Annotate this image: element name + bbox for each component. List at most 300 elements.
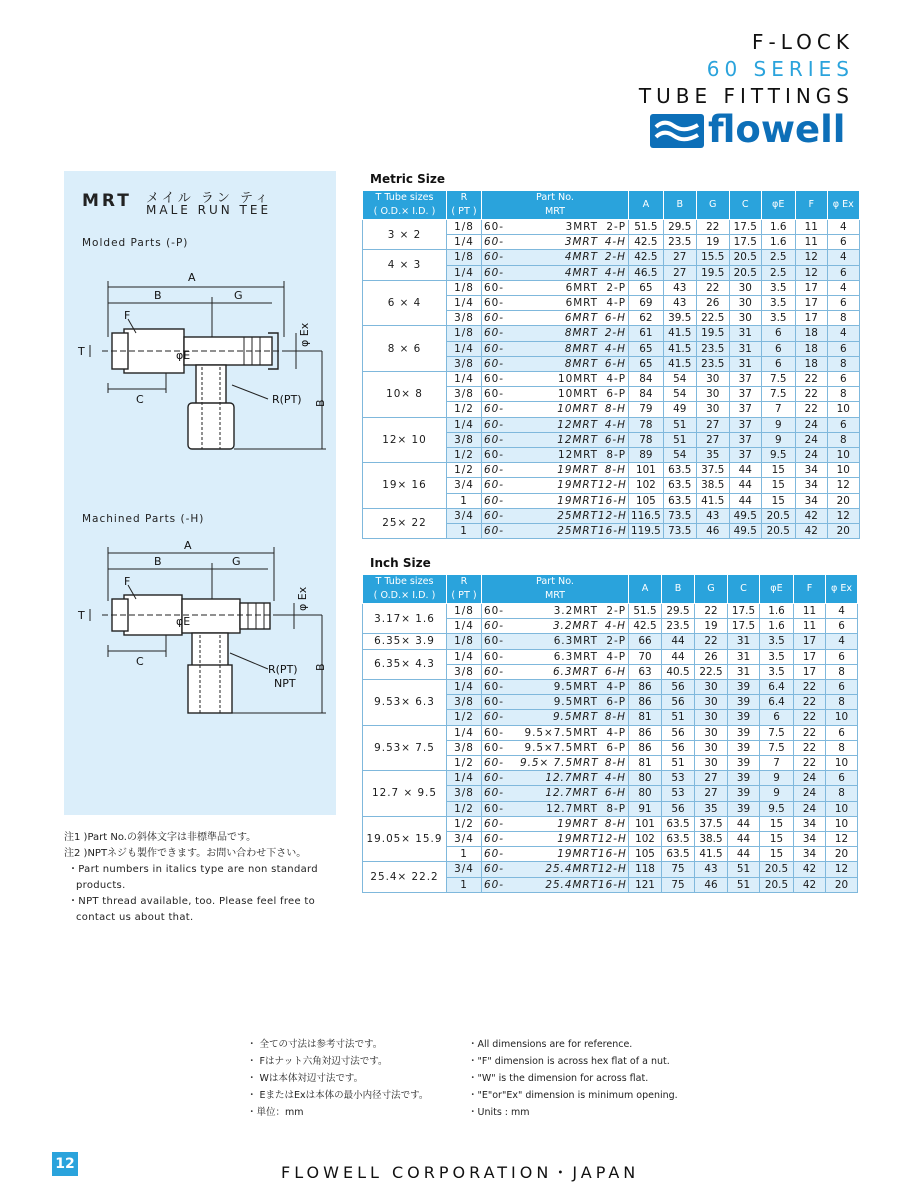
dim-b-cell: 54 [663,387,696,402]
thread-size-cell: 1/8 [447,634,482,649]
dim-g-cell: 27 [695,786,728,801]
table-row [363,816,858,831]
dim-b-cell: 53 [662,786,695,801]
thread-size-cell: 1/8 [447,280,482,295]
dim-ex-cell: 8 [826,786,858,801]
note-en-1: ・Part numbers in italics type are non standard products. [68,864,318,891]
part-number-cell [482,664,629,679]
footer-note-en: ・"F" dimension is across hex flat of a nut. [468,1056,670,1067]
thread-size-cell: 3/4 [447,508,482,523]
part-suffix: 12-H [598,479,627,492]
dim-f-cell: 34 [794,816,826,831]
part-suffix: 6-H [604,787,626,800]
thread-size-cell: 1 [447,847,482,862]
dim-e-cell: 3.5 [761,280,795,295]
dim-b-vertical-label: B [314,663,327,671]
thread-size-cell: 3/8 [447,387,482,402]
dim-f-cell: 22 [795,402,827,417]
dim-c-cell: 30 [729,311,761,326]
part-number-cell [482,710,629,725]
dim-e-cell: 6 [761,326,795,341]
dim-c-cell: 17.5 [729,235,761,250]
dim-g-cell: 37.5 [696,463,729,478]
col-part-no-sub: MRT [544,206,566,217]
part-number-cell [482,695,629,710]
dim-a-cell: 116.5 [629,508,664,523]
dim-a-cell: 51.5 [629,604,662,619]
dim-e-cell: 7 [761,402,795,417]
note-en-2: ・NPT thread available, too. Please feel free to contact us about that. [68,896,316,923]
part-model: 12MRT [557,418,598,431]
part-suffix: 6-P [606,696,626,709]
thread-size-cell: 1/2 [447,402,482,417]
part-suffix: 4-H [604,266,626,279]
part-number-cell [482,756,629,771]
dim-e-cell: 2.5 [761,250,795,265]
part-number-cell [482,786,629,801]
part-number-cell [482,311,629,326]
part-prefix: 60- [484,525,504,538]
dim-b-vertical-label: B [314,399,327,407]
footer-note-jp: ・単位：mm [247,1107,304,1118]
dim-e-cell: 7.5 [761,372,795,387]
part-suffix: 4-H [604,772,626,785]
dim-phi-e-label: φE [176,615,191,628]
thread-size-cell: 1/8 [447,326,482,341]
part-model: 12MRT [558,449,598,462]
part-suffix: 2-P [606,605,626,617]
part-prefix: 60- [484,357,504,370]
dim-ex-cell: 20 [827,493,859,508]
tube-size-cell: 19× 16 [363,463,447,509]
part-prefix: 60- [484,620,504,633]
dim-b-cell: 40.5 [662,664,695,679]
dim-g-cell: 30 [695,740,728,755]
dim-f-cell: 22 [794,695,826,710]
dim-a-cell: 63 [629,664,662,679]
part-prefix: 60- [484,863,504,876]
dim-g-cell: 35 [695,801,728,816]
part-suffix: 12-H [598,833,627,846]
part-prefix: 60- [484,251,504,264]
dim-e-cell: 15 [760,847,794,862]
dim-e-cell: 3.5 [761,296,795,311]
part-model: 19MRT [557,479,598,492]
footer-note-jp: ・ EまたはExは本体の最小内径寸法です。 [247,1090,429,1101]
dim-ex-cell: 8 [826,664,858,679]
part-number-cell [482,296,629,311]
r-pt-label: R(PT) [272,393,302,406]
dim-f-cell: 18 [795,326,827,341]
thread-size-cell: 1/2 [447,801,482,816]
part-number-cell [482,402,629,417]
product-code: MRT [82,191,132,211]
part-suffix: 4-P [606,373,626,386]
col-r-sub: ( PT ) [451,590,477,601]
dim-a-label: A [188,271,196,284]
dim-ex-cell: 4 [827,220,859,235]
dim-ex-cell: 6 [827,296,859,311]
dim-a-cell: 86 [629,725,662,740]
dim-e-cell: 9 [760,786,794,801]
dim-b-cell: 49 [663,402,696,417]
part-number-cell [482,493,629,508]
part-number-cell [482,356,629,371]
dim-e-cell: 15 [760,816,794,831]
tube-size-cell: 25.4× 22.2 [363,862,447,892]
dim-c-cell: 39 [728,680,760,695]
part-number-cell [482,372,629,387]
part-prefix: 60- [484,681,504,694]
dim-f-cell: 24 [794,801,826,816]
part-model: 19MRT [557,464,598,477]
dim-a-cell: 84 [629,372,664,387]
dim-ex-cell: 10 [826,710,858,725]
dim-f-cell: 17 [795,296,827,311]
part-suffix: 6-P [606,741,626,754]
col-part-no [482,191,629,220]
dim-c-cell: 39 [728,801,760,816]
product-name-jp: メイル ラン ティ [146,191,271,206]
part-prefix: 60- [484,878,504,891]
part-number-cell [482,387,629,402]
dim-c-cell: 39 [728,756,760,771]
dim-f-cell: 24 [795,448,827,463]
dim-a-cell: 105 [629,493,664,508]
dim-f-cell: 18 [795,356,827,371]
part-prefix: 60- [484,297,504,310]
dim-ex-cell: 20 [826,847,858,862]
dim-b-cell: 44 [662,649,695,664]
col-b: B [662,575,695,604]
dim-g-cell: 27 [696,432,729,447]
dim-c-cell: 31 [729,341,761,356]
dim-a-cell: 86 [629,680,662,695]
dim-b-cell: 23.5 [662,619,695,634]
col-part-no-label: Part No. [536,576,574,587]
part-suffix: 4-H [604,236,626,249]
col-b: B [663,191,696,220]
part-model: 3.2MRT [553,605,598,617]
dim-g-label: G [232,555,241,568]
dim-b-cell: 27 [663,265,696,280]
part-number-cell [482,432,629,447]
page-number: 12 [52,1152,78,1176]
dim-e-cell: 15 [761,463,795,478]
part-prefix: 60- [484,635,504,648]
part-number-cell [482,448,629,463]
dim-e-cell: 6.4 [760,695,794,710]
dim-g-cell: 15.5 [696,250,729,265]
dim-g-cell: 22 [696,280,729,295]
dim-g-cell: 30 [696,402,729,417]
dim-ex-cell: 12 [827,478,859,493]
dim-e-cell: 3.5 [761,311,795,326]
thread-size-cell: 1/4 [447,372,482,387]
part-prefix: 60- [484,802,504,815]
part-prefix: 60- [484,726,504,739]
col-tube-sizes-label: T Tube sizes [375,192,434,203]
dim-a-cell: 61 [629,326,664,341]
dim-g-cell: 30 [695,725,728,740]
dim-f-cell: 42 [795,508,827,523]
part-suffix: 6-H [604,433,626,446]
part-model: 8MRT [564,342,598,355]
part-model: 25MRT [557,509,598,522]
dim-f-cell: 22 [794,710,826,725]
part-suffix: 4-H [604,620,626,633]
dim-f-cell: 34 [795,493,827,508]
dim-b-cell: 56 [662,680,695,695]
dim-g-cell: 41.5 [695,847,728,862]
dim-ex-cell: 8 [827,432,859,447]
col-tube-sizes-label: T Tube sizes [375,576,434,587]
part-model: 9.5× 7.5MRT [520,757,599,770]
part-model: 9.5×7.5MRT [524,726,598,739]
dim-a-cell: 42.5 [629,250,664,265]
tube-size-cell: 12.7 × 9.5 [363,771,447,817]
col-g: G [695,575,728,604]
dim-f-cell: 24 [794,786,826,801]
dim-b-cell: 56 [662,695,695,710]
table-header-row [363,191,860,220]
dim-b-cell: 73.5 [663,524,696,539]
dim-ex-cell: 10 [827,463,859,478]
footer-note-jp: ・ Fはナット六角対辺寸法です。 [247,1056,388,1067]
dim-a-cell: 105 [629,847,662,862]
dim-g-cell: 23.5 [696,341,729,356]
part-number-cell [482,862,629,877]
dim-ex-cell: 12 [826,862,858,877]
thread-size-cell: 3/8 [447,432,482,447]
tube-size-cell: 19.05× 15.9 [363,816,447,862]
dim-f-cell: 22 [795,387,827,402]
dim-b-cell: 51 [662,756,695,771]
series-brand-line: F-LOCK [752,30,854,54]
dim-f-cell: 17 [795,280,827,295]
dim-b-cell: 75 [662,862,695,877]
dim-ex-cell: 6 [826,649,858,664]
part-suffix: 8-H [604,757,626,770]
dim-a-cell: 42.5 [629,235,664,250]
col-f: F [794,575,826,604]
part-number-cell [482,771,629,786]
dim-b-cell: 43 [663,280,696,295]
dim-c-cell: 20.5 [729,250,761,265]
dim-e-cell: 9.5 [760,801,794,816]
molded-parts-drawing [72,267,332,467]
dim-f-cell: 11 [794,604,826,619]
dim-e-cell: 1.6 [761,220,795,235]
dim-ex-cell: 4 [827,250,859,265]
dim-b-cell: 51 [662,710,695,725]
thread-size-cell: 1/4 [447,619,482,634]
col-r [447,191,482,220]
dim-b-cell: 63.5 [662,847,695,862]
table-row [363,680,858,695]
part-prefix: 60- [484,342,504,355]
dim-g-cell: 30 [696,387,729,402]
dim-f-cell: 34 [794,832,826,847]
dim-g-cell: 22 [695,634,728,649]
part-prefix: 60- [484,281,504,294]
thread-size-cell: 1/4 [447,417,482,432]
dim-g-cell: 41.5 [696,493,729,508]
dim-f-cell: 42 [795,524,827,539]
dim-e-cell: 20.5 [761,524,795,539]
dim-c-cell: 37 [729,387,761,402]
thread-size-cell: 3/8 [447,740,482,755]
dim-a-cell: 102 [629,832,662,847]
dim-f-cell: 34 [795,463,827,478]
part-model: 4MRT [564,251,598,264]
dim-a-cell: 81 [629,710,662,725]
dim-ex-cell: 4 [826,634,858,649]
tube-size-cell: 6 × 4 [363,280,447,326]
dim-ex-cell: 12 [826,832,858,847]
dim-f-cell: 11 [795,235,827,250]
part-prefix: 60- [484,464,504,477]
part-model: 19MRT [557,848,598,861]
dim-e-cell: 20.5 [760,877,794,892]
dim-b-cell: 53 [662,771,695,786]
table-row [363,862,858,877]
dim-f-cell: 22 [794,740,826,755]
note-jp-2: 注2 )NPTネジも製作できます。お問い合わせ下さい。 [64,848,307,859]
dim-c-cell: 39 [728,695,760,710]
thread-size-cell: 1 [447,493,482,508]
dim-f-cell: 22 [794,680,826,695]
part-prefix: 60- [484,433,504,446]
part-model: 6MRT [565,281,598,294]
dim-c-cell: 37 [729,448,761,463]
dim-e-cell: 1.6 [760,604,794,619]
table-header-row [363,575,858,604]
dim-t-label: T [78,609,85,622]
dim-a-cell: 42.5 [629,619,662,634]
dim-g-cell: 27 [695,771,728,786]
dim-f-cell: 11 [795,220,827,235]
thread-size-cell: 1/2 [447,816,482,831]
part-model: 4MRT [564,266,598,279]
dim-a-cell: 78 [629,432,664,447]
product-panel [64,171,336,815]
dim-e-cell: 3.5 [760,634,794,649]
dim-c-cell: 44 [728,816,760,831]
dim-c-cell: 44 [729,463,761,478]
tube-size-cell: 4 × 3 [363,250,447,280]
dim-c-cell: 44 [728,832,760,847]
dim-f-cell: 24 [794,771,826,786]
product-category: TUBE FITTINGS [638,84,854,108]
dim-c-cell: 37 [729,372,761,387]
part-number-cell [482,463,629,478]
dim-g-cell: 38.5 [696,478,729,493]
dim-b-label: B [154,289,162,302]
dim-c-cell: 31 [729,326,761,341]
dim-c-cell: 51 [728,862,760,877]
col-phi-e: φE [761,191,795,220]
part-number-cell [482,740,629,755]
dim-c-cell: 17.5 [728,604,760,619]
dim-f-cell: 24 [795,432,827,447]
part-prefix: 60- [484,665,504,678]
thread-size-cell: 1/4 [447,680,482,695]
part-suffix: 4-H [604,342,626,355]
dim-e-cell: 20.5 [760,862,794,877]
dim-phi-ex-label: φ Ex [298,322,311,347]
part-prefix: 60- [484,509,504,522]
col-tube-sizes-sub: ( O.D.× I.D. ) [373,590,436,601]
table-row [363,417,860,432]
dim-g-cell: 35 [696,448,729,463]
part-suffix: 16-H [598,525,627,538]
part-number-cell [482,341,629,356]
thread-size-cell: 1/4 [447,341,482,356]
dim-ex-cell: 8 [827,387,859,402]
footer-note-en: ・All dimensions are for reference. [468,1039,633,1050]
logo-wave-icon [650,114,704,148]
dim-ex-cell: 8 [826,740,858,755]
col-tube-sizes-sub: ( O.D.× I.D. ) [373,206,436,217]
dim-c-cell: 31 [728,634,760,649]
part-number-cell [482,634,629,649]
footer-notes-jp [247,1036,428,1121]
part-model: 25.4MRT [545,878,598,891]
col-r-label: R [460,576,468,587]
part-number-cell [482,801,629,816]
dim-b-cell: 54 [663,372,696,387]
dim-c-cell: 44 [728,847,760,862]
dim-g-cell: 43 [695,862,728,877]
part-suffix: 12-H [598,509,627,522]
part-number-cell [482,265,629,280]
dim-f-label: F [124,575,131,588]
dim-g-cell: 30 [695,756,728,771]
dim-a-cell: 80 [629,771,662,786]
part-prefix: 60- [484,327,504,340]
thread-size-cell: 1/4 [447,296,482,311]
dim-g-cell: 23.5 [696,356,729,371]
dim-e-cell: 2.5 [761,265,795,280]
dim-ex-cell: 6 [827,372,859,387]
dim-a-cell: 86 [629,740,662,755]
tube-size-cell: 3 × 2 [363,220,447,250]
part-prefix: 60- [484,494,504,507]
part-model: 9.5×7.5MRT [524,741,598,754]
part-prefix: 60- [484,650,504,663]
dim-phi-ex-label: φ Ex [296,586,309,611]
dim-a-cell: 79 [629,402,664,417]
part-suffix: 4-P [606,297,626,310]
table-row [363,725,858,740]
dim-ex-cell: 10 [826,756,858,771]
part-suffix: 16-H [598,848,627,861]
part-suffix: 4-H [604,418,626,431]
dim-ex-cell: 6 [827,417,859,432]
dim-ex-cell: 6 [827,265,859,280]
inch-size-title: Inch Size [370,556,431,570]
thread-size-cell: 3/8 [447,664,482,679]
part-number-cell [482,649,629,664]
part-model: 9.5MRT [553,681,598,694]
part-prefix: 60- [484,696,504,709]
part-number-cell [482,725,629,740]
dim-f-cell: 17 [795,311,827,326]
dim-a-cell: 62 [629,311,664,326]
dim-g-cell: 43 [696,508,729,523]
col-a: A [629,575,662,604]
